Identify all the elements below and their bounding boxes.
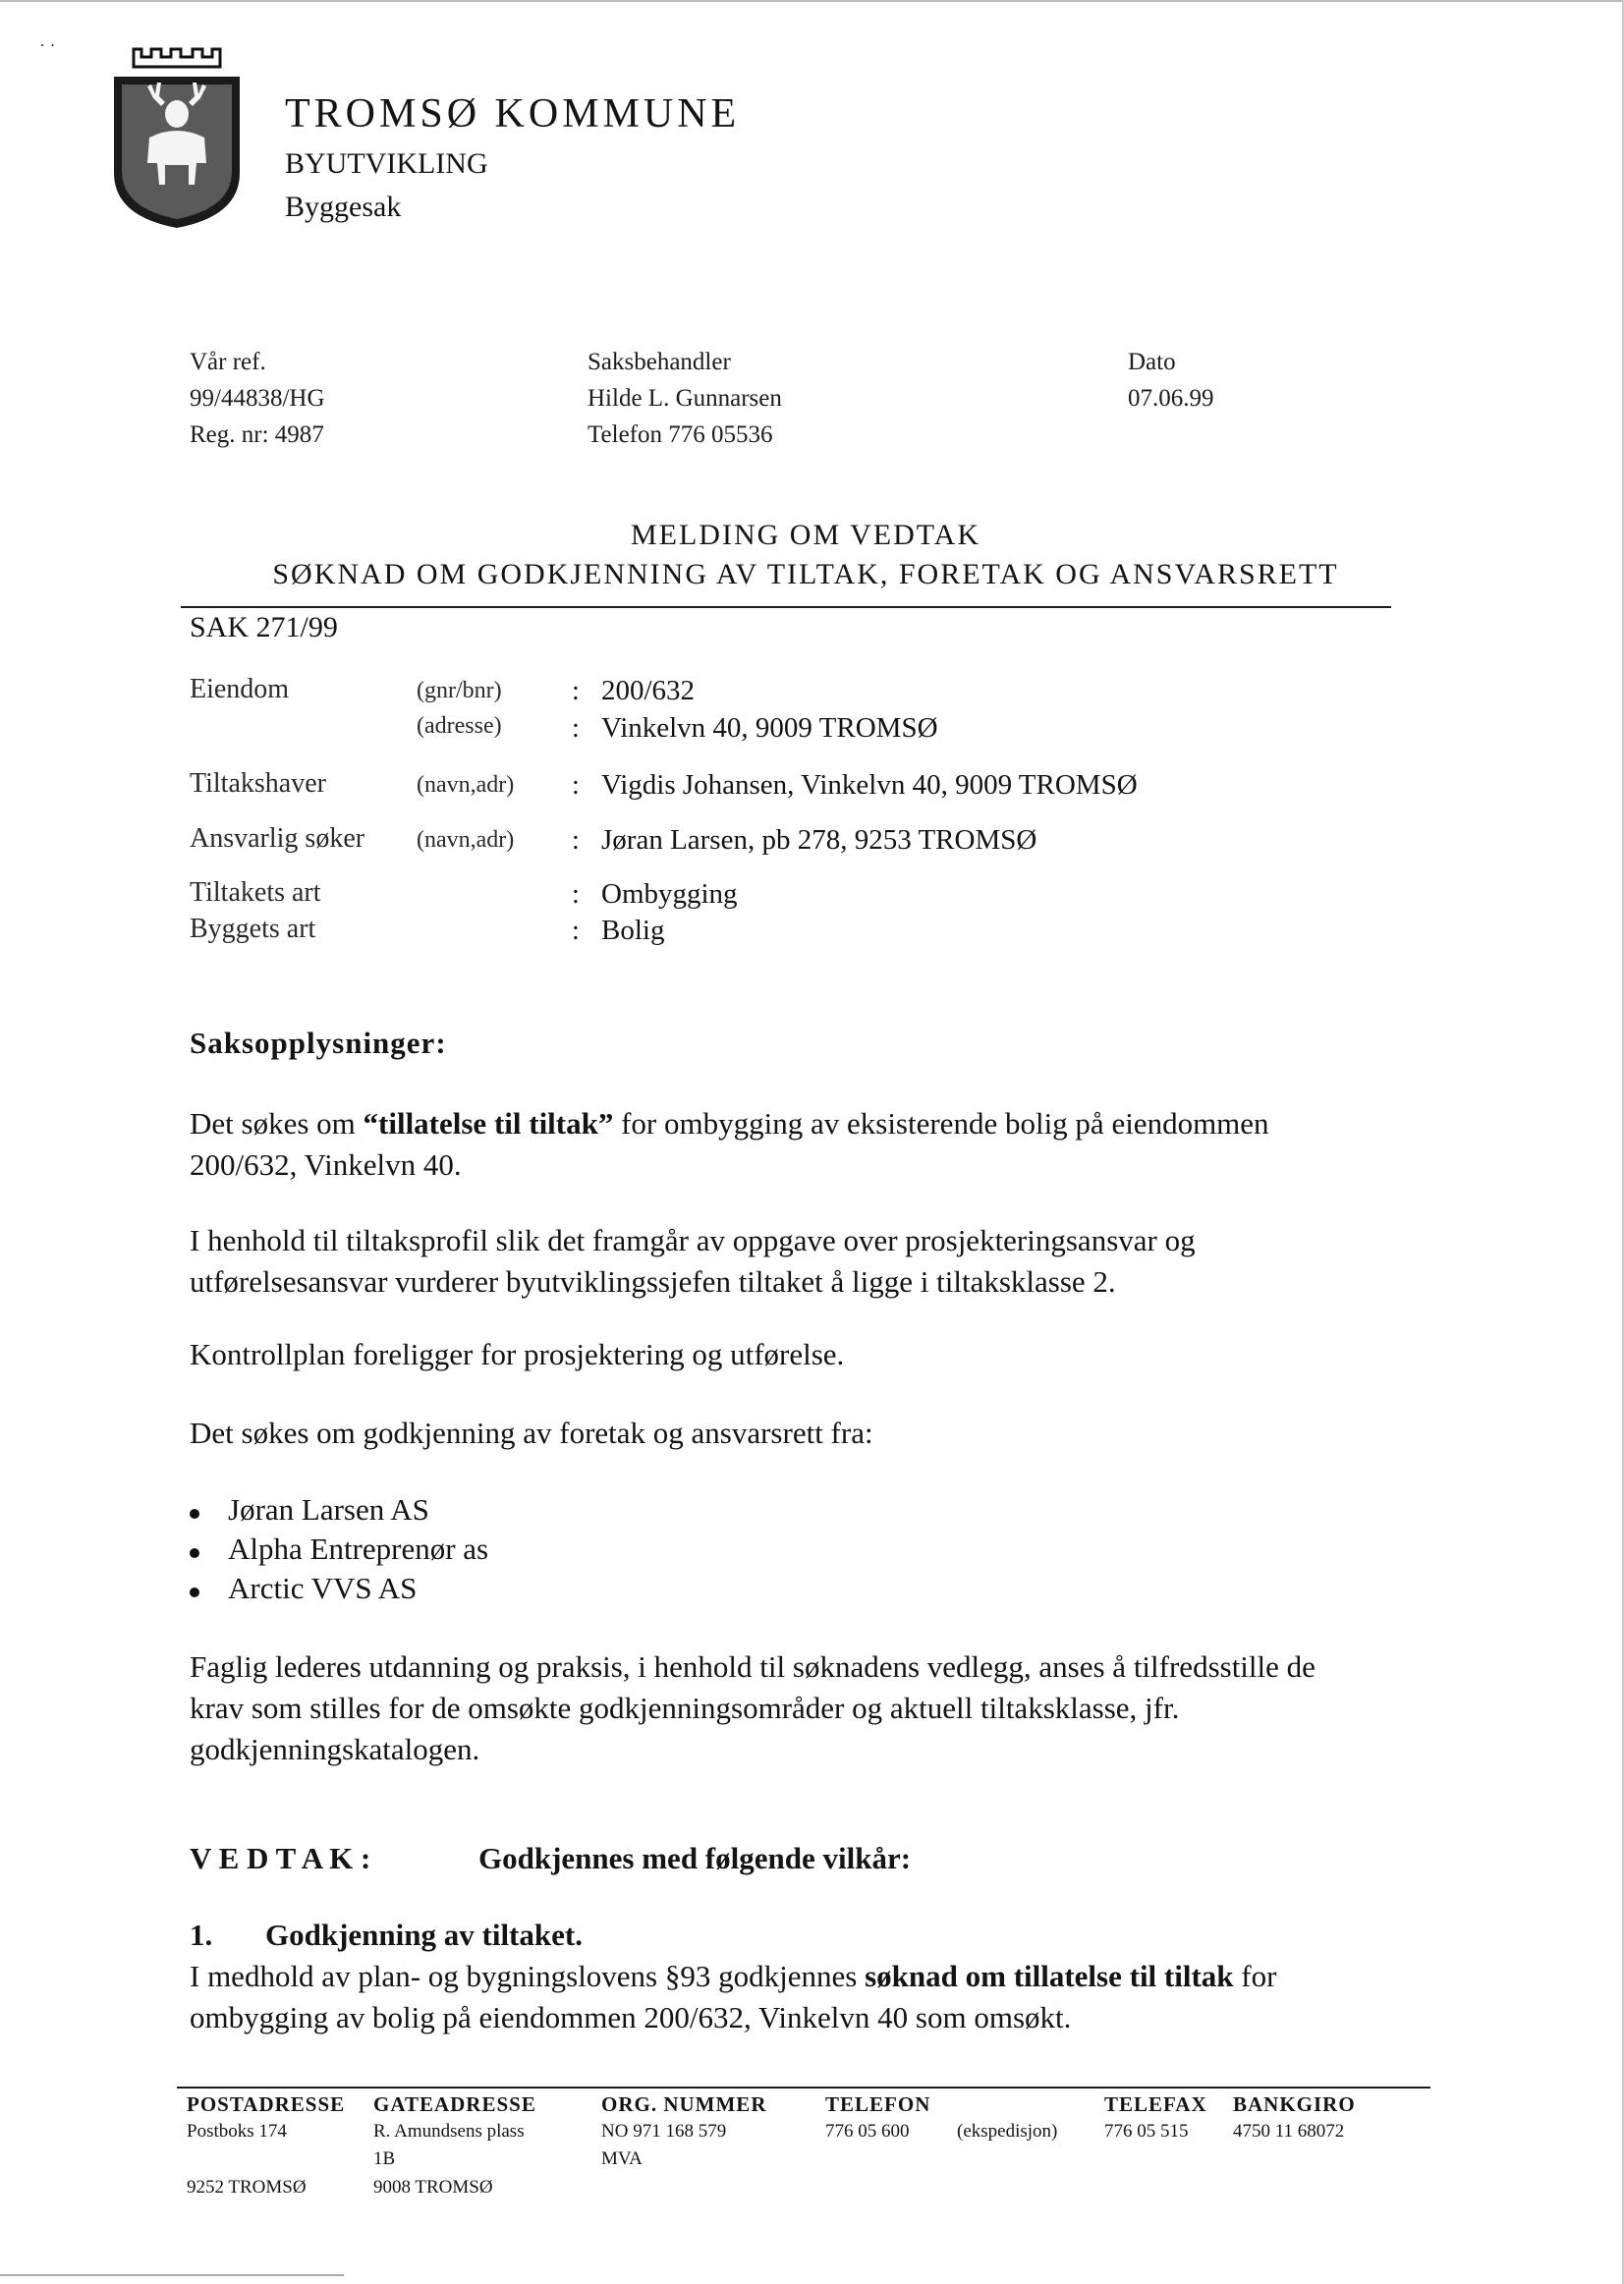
footer-bank-account: 4750 11 68072 (1233, 2121, 1345, 2142)
field-label-tiltakshaver: Tiltakshaver (190, 768, 326, 799)
handler-label: Saksbehandler (588, 349, 731, 375)
field-value-tiltakshaver: Vigdis Johansen, Vinkelvn 40, 9009 TROMSØ (601, 769, 1138, 801)
our-ref-label: Vår ref. (190, 349, 266, 375)
paragraph-emphasis: søknad om tillatelse til tiltak (865, 1959, 1234, 1993)
footer-street-1: R. Amundsens plass (373, 2121, 525, 2142)
field-value-gnr-bnr: 200/632 (601, 675, 696, 706)
field-colon: : (572, 713, 580, 744)
paragraph-text: godkjenningskatalogen. (190, 1732, 480, 1766)
paragraph-text: utførelsesansvar vurderer byutviklingssjefen tiltaket å ligge i tiltaksklasse 2. (190, 1264, 1116, 1299)
paragraph-text: I henhold til tiltaksprofil slik det framgår av oppgave over prosjekteringsansvar og (190, 1223, 1196, 1257)
field-label-byggets-art: Byggets art (190, 914, 316, 944)
bullet (190, 1509, 199, 1519)
field-colon: : (572, 879, 580, 910)
date-block (1128, 344, 1214, 417)
field-value-ansvarlig-soker: Jøran Larsen, pb 278, 9253 TROMSØ (601, 824, 1037, 856)
our-ref-value: 99/44838/HG (190, 385, 325, 412)
department-name: BYUTVIKLING (285, 147, 488, 180)
bullet (190, 1548, 199, 1558)
field-sublabel-navn-adr: (navn,adr) (417, 772, 515, 798)
footer-street-city: 9008 TROMSØ (373, 2177, 493, 2198)
paragraph-text: 200/632, Vinkelvn 40. (190, 1147, 462, 1182)
field-sublabel-adresse: (adresse) (417, 713, 502, 739)
section-name: Byggesak (285, 191, 402, 223)
list-item: Alpha Entreprenør as (228, 1532, 489, 1566)
field-label-tiltakets-art: Tiltakets art (190, 877, 321, 908)
footer-org-number: NO 971 168 579 (601, 2121, 727, 2142)
date-value: 07.06.99 (1128, 385, 1214, 412)
field-sublabel-gnr-bnr: (gnr/bnr) (417, 678, 502, 703)
field-value-byggets-art: Bolig (601, 915, 665, 946)
list-item: Arctic VVS AS (228, 1571, 418, 1605)
footer-org-mva: MVA (601, 2148, 643, 2169)
bullet (190, 1588, 199, 1597)
paragraph-emphasis: “tillatelse til tiltak” (363, 1106, 614, 1141)
organization-name: TROMSØ KOMMUNE (285, 91, 741, 137)
municipal-crest-icon (110, 47, 244, 230)
decision-item-title: Godkjenning av tiltaket. (265, 1918, 583, 1952)
paragraph-text: I medhold av plan- og bygningslovens §93 godkjennes (190, 1959, 866, 1993)
paragraph-faglig-leder (190, 1646, 1316, 1770)
footer-phone-note: (ekspedisjon) (957, 2121, 1058, 2142)
paragraph-text: for ombygging av eksisterende bolig på eiendommen (613, 1106, 1269, 1141)
paragraph-text: Det søkes om (190, 1106, 364, 1141)
section-heading-saksopplysninger: Saksopplysninger: (190, 1026, 447, 1060)
scan-specks: · · (39, 35, 56, 55)
footer-rule (177, 2087, 1430, 2089)
case-number: SAK 271/99 (190, 611, 338, 643)
list-item: Jøran Larsen AS (228, 1492, 429, 1527)
field-sublabel-navn-adr: (navn,adr) (417, 827, 515, 853)
paragraph-tiltaksklasse (190, 1220, 1196, 1303)
footer-heading-gateadresse: GATEADRESSE (373, 2092, 536, 2116)
paragraph-text: krav som stilles for de omsøkte godkjenningsområder og aktuell tiltaksklasse, jfr. (190, 1691, 1180, 1725)
footer-postal-box: Postboks 174 (187, 2121, 287, 2142)
paragraph-text: for (1233, 1959, 1277, 1993)
scan-edge-bottom (0, 2274, 344, 2276)
footer-phone: 776 05 600 (825, 2121, 910, 2142)
handler-phone: Telefon 776 05536 (588, 421, 773, 448)
reference-block (190, 344, 325, 453)
paragraph-text: Faglig lederes utdanning og praksis, i henhold til søknadens vedlegg, anses å tilfredsstille de (190, 1649, 1316, 1684)
field-colon: : (572, 770, 580, 801)
footer-heading-telefon: TELEFON (825, 2092, 931, 2116)
paragraph-text: ombygging av bolig på eiendommen 200/632, Vinkelvn 40 som omsøkt. (190, 2000, 1072, 2034)
handler-name: Hilde L. Gunnarsen (588, 385, 782, 412)
footer-heading-telefax: TELEFAX (1104, 2092, 1207, 2116)
decision-summary: Godkjennes med følgende vilkår: (478, 1841, 912, 1875)
field-value-tiltakets-art: Ombygging (601, 878, 738, 910)
paragraph-kontrollplan: Kontrollplan foreligger for prosjektering og utførelse. (190, 1337, 845, 1371)
title-rule (181, 606, 1391, 608)
decision-label: V E D T A K : (190, 1841, 371, 1875)
paragraph-godkjenning-fra: Det søkes om godkjenning av foretak og ansvarsrett fra: (190, 1416, 873, 1450)
document-title: MELDING OM VEDTAK (630, 519, 981, 551)
field-value-adresse: Vinkelvn 40, 9009 TROMSØ (601, 712, 938, 744)
field-label-ansvarlig-soker: Ansvarlig søker (190, 823, 365, 854)
field-colon: : (572, 676, 580, 706)
date-label: Dato (1128, 349, 1176, 375)
footer-postal-city: 9252 TROMSØ (187, 2177, 307, 2198)
decision-item-number: 1. (190, 1918, 213, 1952)
registration-number: Reg. nr: 4987 (190, 421, 324, 448)
decision-text (190, 1956, 1276, 2038)
footer-fax: 776 05 515 (1104, 2121, 1189, 2142)
footer-street-2: 1B (373, 2148, 396, 2169)
footer-heading-bankgiro: BANKGIRO (1233, 2092, 1356, 2116)
field-colon: : (572, 825, 580, 856)
paragraph-application (190, 1103, 1269, 1186)
document-subtitle: SØKNAD OM GODKJENNING AV TILTAK, FORETAK OG ANSVARSRETT (272, 558, 1339, 590)
field-label-eiendom: Eiendom (190, 674, 290, 704)
footer-heading-org-nummer: ORG. NUMMER (601, 2092, 767, 2116)
handler-block (588, 344, 782, 453)
footer-heading-postadresse: POSTADRESSE (187, 2092, 346, 2116)
field-colon: : (572, 916, 580, 946)
scan-edge-top (0, 0, 1624, 2)
